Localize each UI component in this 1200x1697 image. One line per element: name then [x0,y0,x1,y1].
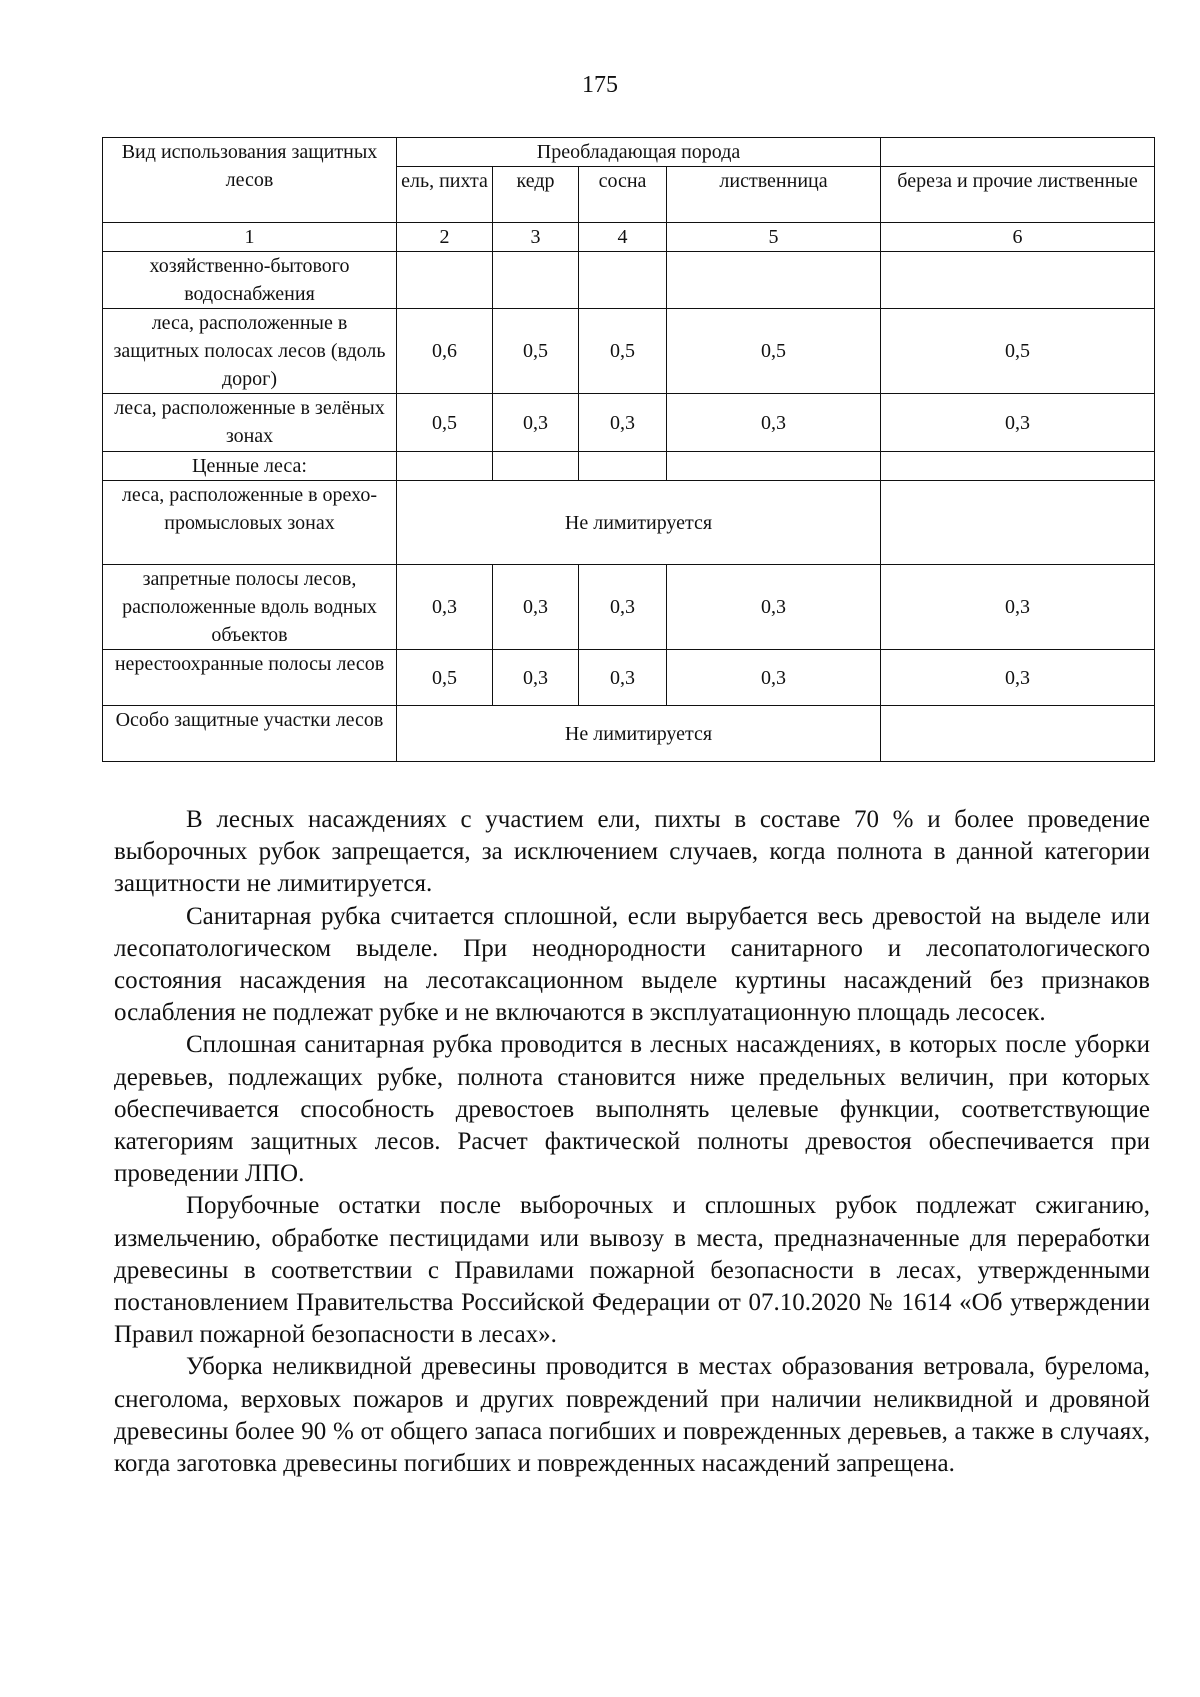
row-label: леса, расположенные в зелёных зонах [103,394,397,452]
value-cell [493,452,579,481]
value-cell: 0,3 [881,394,1155,452]
header-species-larch: лиственница [667,167,881,223]
header-species-pine: сосна [579,167,667,223]
value-cell [579,252,667,309]
table-row [103,452,1155,481]
value-cell [667,452,881,481]
value-cell [579,452,667,481]
page-number: 175 [582,72,618,98]
value-cell: 0,3 [493,650,579,706]
value-cell [493,252,579,309]
not-limited-cell: Не лимитируется [397,481,881,565]
value-cell [397,252,493,309]
value-cell: 0,5 [493,309,579,394]
paragraph: Уборка неликвидной древесины проводится в местах образования ветровала, бурелома, снеголома, верховых пожаров и других повреждений при наличии неликвидной и дровяной древесины более 90 % от общего запаса погибших и поврежденных деревьев, а также в случаях, когда заготовка древесины погибших и поврежденных насаждений запрещена. [114,1353,1150,1478]
column-number: 4 [579,223,667,252]
row-label: запретные полосы лесов, расположенные вдоль водных объектов [103,565,397,650]
value-cell: 0,3 [579,650,667,706]
table-row [103,309,1155,394]
value-cell [667,252,881,309]
column-number: 5 [667,223,881,252]
column-number: 6 [881,223,1155,252]
table-row [103,706,1155,762]
table-row [103,394,1155,452]
row-label: хозяйственно-бытового водоснабжения [103,252,397,309]
row-label: Особо защитные участки лесов [103,706,397,762]
value-cell: 0,3 [667,565,881,650]
value-cell: 0,3 [579,565,667,650]
paragraph: Санитарная рубка считается сплошной, если вырубается весь древостой на выделе или лесопатологическом выделе. При неоднородности санитарного и лесопатологического состояния насаждения на лесотаксационном выделе куртины насаждений без признаков ослабления не подлежат рубке и не включаются в эксплуатационную площадь лесосек. [114,902,1150,1027]
value-cell [881,706,1155,762]
not-limited-cell: Не лимитируется [397,706,881,762]
density-limits-table [102,137,1155,762]
row-label: Ценные леса: [103,452,397,481]
value-cell [397,452,493,481]
paragraph: В лесных насаждениях с участием ели, пихты в составе 70 % и более проведение выборочных рубок запрещается, за исключением случаев, когда полнота в данной категории защитности не лимитируется. [114,806,1150,898]
header-empty-cell [881,138,1155,167]
value-cell: 0,3 [397,565,493,650]
header-species-cedar: кедр [493,167,579,223]
header-species-spruce-fir: ель, пихта [397,167,493,223]
row-label: леса, расположенные в защитных полосах лесов (вдоль дорог) [103,309,397,394]
table-row [103,650,1155,706]
value-cell: 0,5 [667,309,881,394]
header-species-birch: береза и прочие лиственные [881,167,1155,223]
value-cell: 0,3 [667,394,881,452]
row-label: леса, расположенные в орехо-промысловых зонах [103,481,397,565]
table-row [103,252,1155,309]
table-row [103,565,1155,650]
value-cell: 0,3 [667,650,881,706]
table-row [103,481,1155,565]
value-cell: 0,5 [397,650,493,706]
column-number: 2 [397,223,493,252]
value-cell: 0,5 [881,309,1155,394]
body-text [114,804,1150,1480]
value-cell: 0,5 [579,309,667,394]
value-cell [881,452,1155,481]
value-cell: 0,5 [397,394,493,452]
row-label: нерестоохранные полосы лесов [103,650,397,706]
value-cell: 0,6 [397,309,493,394]
column-number: 3 [493,223,579,252]
value-cell [881,252,1155,309]
paragraph: Порубочные остатки после выборочных и сплошных рубок подлежат сжиганию, измельчению, обработке пестицидами или вывозу в места, предназначенные для переработки древесины в соответствии с Правилами пожарной безопасности в лесах, утвержденными постановлением Правительства Российской Федерации от 07.10.2020 № 1614 «Об утверждении Правил пожарной безопасности в лесах». [114,1192,1150,1349]
value-cell: 0,3 [579,394,667,452]
column-number: 1 [103,223,397,252]
header-usage-type: Вид использования защитных лесов [103,138,397,223]
value-cell [881,481,1155,565]
header-dominant-species: Преобладающая порода [397,138,881,167]
value-cell: 0,3 [881,565,1155,650]
value-cell: 0,3 [881,650,1155,706]
value-cell: 0,3 [493,394,579,452]
paragraph: Сплошная санитарная рубка проводится в лесных насаждениях, в которых после уборки деревьев, подлежащих рубке, полнота становится ниже предельных величин, при которых обеспечивается способность древостоев выполнять целевые функции, соответствующие категориям защитных лесов. Расчет фактической полноты древостоя обеспечивается при проведении ЛПО. [114,1031,1150,1188]
value-cell: 0,3 [493,565,579,650]
